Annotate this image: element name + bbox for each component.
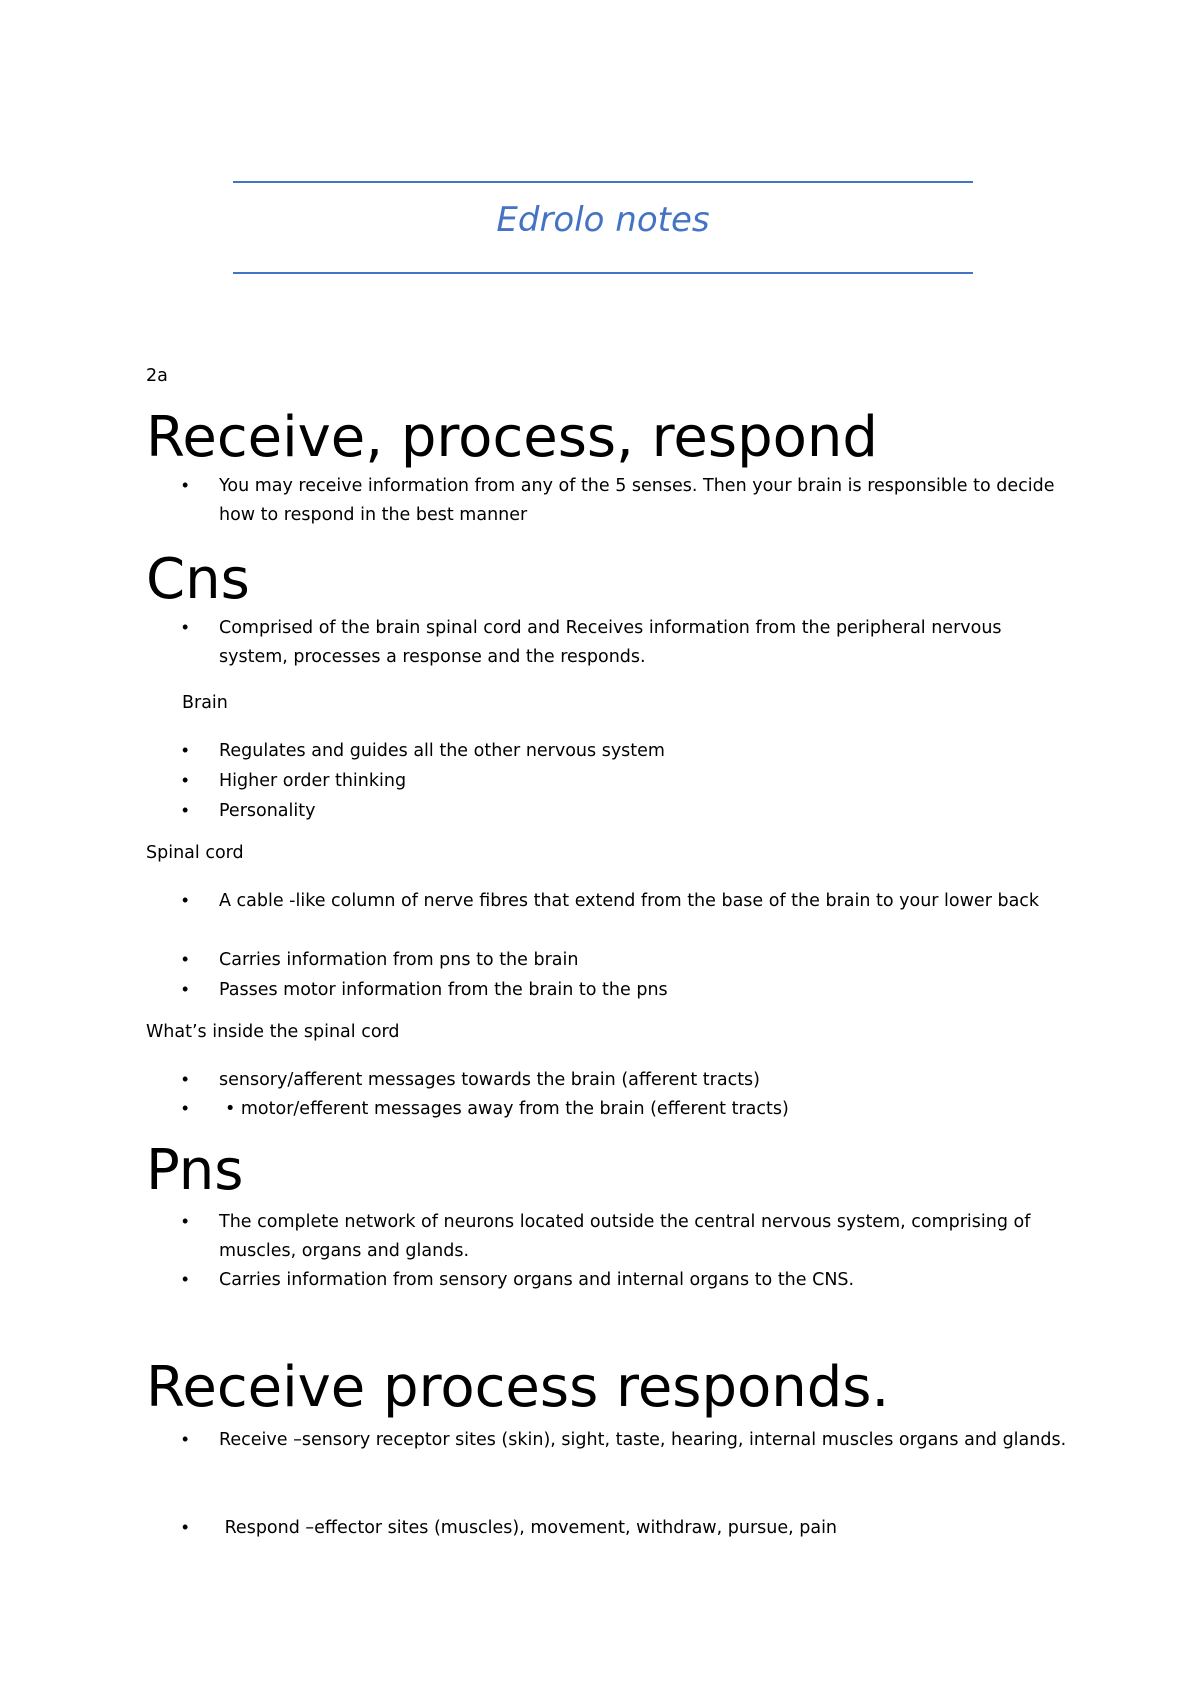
- bullet-marker: •: [182, 1517, 189, 1537]
- bullet-marker: •: [182, 617, 189, 637]
- bullet-text: A cable -like column of nerve fibres that extend from the base of the brain to your lower back: [219, 891, 1040, 911]
- bullet-text: Carries information from sensory organs and internal organs to the CNS.: [219, 1270, 855, 1290]
- bullet-marker: •: [182, 890, 189, 910]
- title-bottom-rule: [233, 272, 973, 274]
- bullet-marker: •: [182, 740, 189, 760]
- heading-receive-process-respond: Receive, process, respond: [146, 405, 878, 470]
- bullet-text: Receive –sensory receptor sites (skin), sight, taste, hearing, internal muscles organs and glands.: [219, 1430, 1067, 1450]
- bullet-marker: •: [182, 979, 189, 999]
- bullet-marker: •: [182, 1269, 189, 1289]
- bullet-marker: •: [182, 800, 189, 820]
- bullet-text: Respond –effector sites (muscles), movement, withdraw, pursue, pain: [219, 1518, 838, 1538]
- bullet-text: Comprised of the brain spinal cord and Receives information from the peripheral nervous system, processes a response and the responds.: [219, 618, 1002, 667]
- bullet-text: Higher order thinking: [219, 771, 407, 791]
- bullet-text: Personality: [219, 801, 316, 821]
- label-brain: Brain: [182, 693, 228, 713]
- bullet-marker: •: [182, 475, 189, 495]
- section-code: 2a: [146, 366, 168, 386]
- heading-pns: Pns: [146, 1138, 244, 1203]
- bullet-text: Regulates and guides all the other nervous system: [219, 741, 665, 761]
- title-top-rule: [233, 181, 973, 183]
- label-inside-spinal-cord: What’s inside the spinal cord: [146, 1022, 400, 1042]
- bullet-marker: •: [182, 770, 189, 790]
- bullet-text: • motor/efferent messages away from the brain (efferent tracts): [225, 1099, 789, 1119]
- heading-cns: Cns: [146, 547, 250, 612]
- document-title: Edrolo notes: [496, 200, 710, 240]
- bullet-text: sensory/afferent messages towards the brain (afferent tracts): [219, 1070, 760, 1090]
- bullet-text: Passes motor information from the brain to the pns: [219, 980, 668, 1000]
- bullet-marker: •: [182, 1429, 189, 1449]
- bullet-marker: •: [182, 949, 189, 969]
- bullet-marker: •: [182, 1069, 189, 1089]
- label-spinal-cord: Spinal cord: [146, 843, 244, 863]
- heading-receive-process-responds: Receive process responds.: [146, 1355, 890, 1420]
- bullet-marker: •: [182, 1211, 189, 1231]
- bullet-marker: •: [182, 1098, 189, 1118]
- bullet-text: You may receive information from any of the 5 senses. Then your brain is responsible to decide how to respond in the best manner: [219, 476, 1055, 525]
- bullet-text: Carries information from pns to the brain: [219, 950, 579, 970]
- bullet-text: The complete network of neurons located outside the central nervous system, comprising of muscles, organs and glands.: [219, 1212, 1031, 1261]
